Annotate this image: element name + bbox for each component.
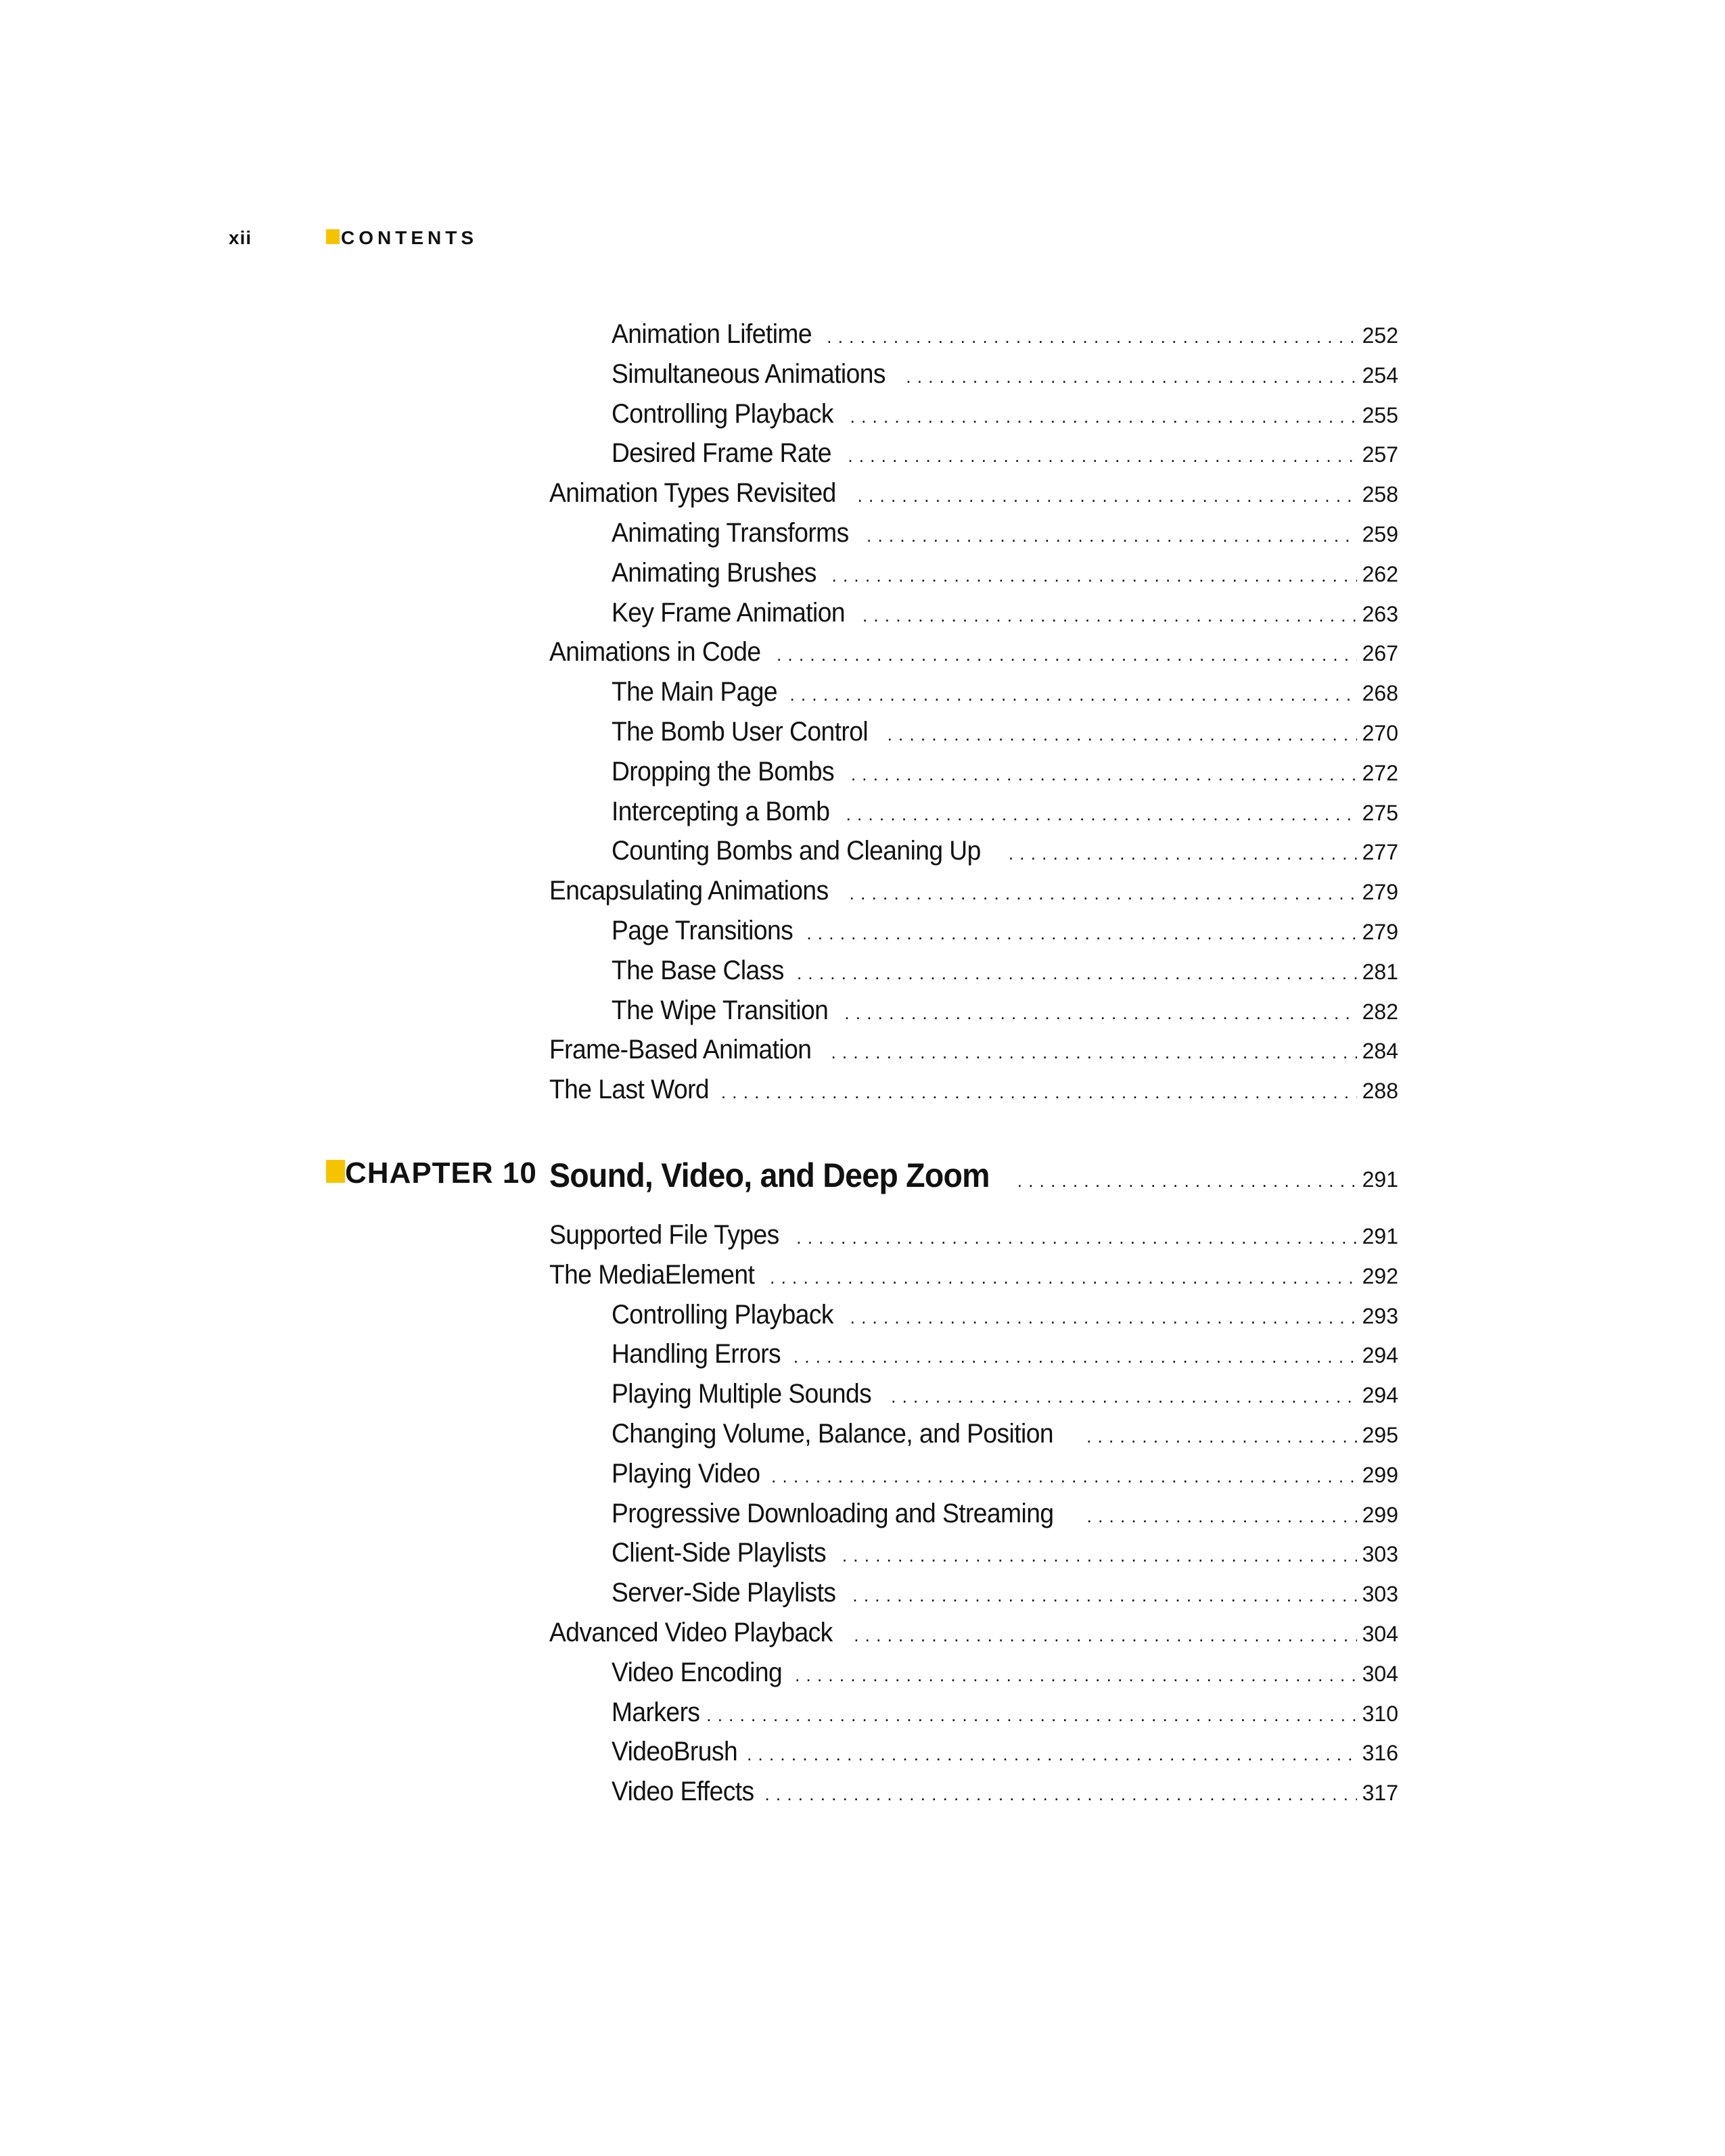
toc-entry-title: Playing Video [612,1458,760,1489]
toc-entry-page-number: 279 [1362,920,1398,944]
dot-leader [850,398,1357,436]
dot-leader [747,1735,1357,1773]
toc-entry[interactable] [549,633,1398,671]
toc-entry-page-number: 304 [1362,1622,1398,1646]
toc-entry[interactable] [612,315,1398,353]
toc-entry[interactable] [612,594,1398,632]
chapter-page-number: 291 [1362,1167,1398,1192]
toc-entry-title: Desired Frame Rate [612,438,831,469]
toc-entry-page-number: 304 [1362,1661,1398,1686]
toc-entry-title: The Base Class [612,955,784,985]
toc-entry[interactable] [612,753,1398,791]
toc-entry[interactable] [612,1296,1398,1334]
toc-entry[interactable] [612,991,1398,1029]
toc-entry-title: Page Transitions [612,916,794,945]
toc-entry-page-number: 272 [1362,760,1398,785]
toc-entry[interactable] [612,514,1398,552]
toc-entry-page-number: 288 [1362,1079,1398,1104]
toc-entry-page-number: 259 [1362,522,1398,546]
toc-entry-title: Video Encoding [612,1657,783,1687]
toc-entry-page-number: 282 [1362,999,1398,1024]
toc-entry-page-number: 262 [1362,561,1398,586]
toc-entry[interactable] [612,1534,1398,1572]
toc-entry-page-number: 267 [1362,641,1398,666]
toc-entry-page-number: 295 [1362,1423,1398,1447]
toc-entry[interactable] [612,832,1398,870]
toc-entry-page-number: 281 [1362,959,1398,984]
toc-entry-title: The Last Word [549,1075,710,1105]
toc-entry[interactable] [612,1455,1398,1493]
toc-entry-page-number: 310 [1362,1701,1398,1726]
dot-leader [848,437,1356,475]
toc-entry-title: Handling Errors [612,1339,781,1369]
toc-entry[interactable] [549,1216,1398,1254]
chapter-heading[interactable] [549,1154,1398,1197]
dot-leader [846,795,1357,833]
toc-entry-title: Animation Lifetime [612,319,812,349]
toc-entry-page-number: 303 [1362,1542,1398,1567]
toc-entry[interactable] [612,434,1398,472]
toc-entry-page-number: 277 [1362,840,1398,865]
dot-leader [891,1378,1356,1415]
dot-leader [867,517,1357,555]
toc-entry-title: Dropping the Bombs [612,756,835,787]
dot-leader [832,557,1357,594]
page-number: xii [229,227,252,248]
dot-leader [888,716,1357,753]
toc-entry-title: Animating Brushes [612,557,816,588]
dot-leader [1087,1497,1357,1535]
toc-entry-title: Counting Bombs and Cleaning Up [612,836,981,866]
toc-entry[interactable] [612,1375,1398,1413]
dot-leader [1086,1417,1356,1455]
toc-entry[interactable] [612,1733,1398,1771]
chapter-number: CHAPTER 10 [345,1156,537,1190]
running-head-label: CONTENTS [341,227,478,248]
toc-entry[interactable] [612,554,1398,592]
toc-entry-title: Animations in Code [549,637,761,667]
dot-leader [852,1576,1356,1614]
toc-entry-page-number: 284 [1362,1039,1398,1064]
toc-entry-title: The MediaElement [549,1259,755,1290]
toc-entry-page-number: 252 [1362,323,1398,348]
toc-entry-title: Advanced Video Playback [549,1618,833,1647]
toc-entry-page-number: 294 [1362,1343,1398,1368]
toc-entry[interactable] [612,673,1398,711]
dot-leader [842,1537,1357,1574]
toc-entry[interactable] [549,872,1398,910]
dot-leader [770,1259,1356,1296]
toc-entry-page-number: 255 [1362,402,1398,427]
toc-entry-page-number: 254 [1362,362,1398,388]
toc-entry-title: Playing Multiple Sounds [612,1379,872,1409]
toc-entry-page-number: 294 [1362,1383,1398,1408]
toc-entry[interactable] [549,1256,1398,1294]
toc-entry[interactable] [612,355,1398,393]
toc-entry-title: Animation Types Revisited [549,478,836,509]
dot-leader [771,1457,1357,1495]
toc-entry[interactable] [549,474,1398,512]
toc-entry-title: Frame-Based Animation [549,1035,812,1065]
dot-leader [796,1219,1356,1257]
toc-entry[interactable] [612,952,1398,989]
toc-entry[interactable] [612,1773,1398,1810]
dot-leader [789,676,1356,713]
accent-square-icon [326,1160,345,1183]
dot-leader [795,1656,1357,1694]
dot-leader [1009,835,1357,872]
toc-entry-page-number: 316 [1362,1741,1398,1766]
toc-entry-page-number: 258 [1362,482,1398,507]
dot-leader [850,1298,1357,1336]
toc-entry-title: Intercepting a Bomb [612,796,830,826]
toc-entry[interactable] [612,713,1398,751]
dot-leader [854,1616,1356,1654]
toc-entry[interactable] [612,793,1398,830]
toc-entry-title: VideoBrush [612,1737,738,1767]
toc-entry-page-number: 279 [1362,880,1398,905]
toc-entry[interactable] [612,395,1398,433]
toc-entry-title: Server-Side Playlists [612,1578,836,1608]
toc-entry-title: Controlling Playback [612,398,833,429]
dot-leader [806,914,1356,952]
dot-leader [851,755,1357,793]
toc-entry[interactable] [549,1614,1398,1651]
toc-entry-title: Animating Transforms [612,518,849,548]
dot-leader [721,1073,1357,1111]
dot-leader [858,477,1357,515]
toc-entry-title: Progressive Downloading and Streaming [612,1498,1054,1528]
toc-entry-title: Supported File Types [549,1220,779,1250]
toc-entry-title: Simultaneous Animations [612,358,886,389]
toc-entry-page-number: 291 [1362,1224,1398,1248]
toc-entry-page-number: 303 [1362,1582,1398,1607]
toc-entry-page-number: 257 [1362,442,1398,467]
toc-entry[interactable] [612,1654,1398,1691]
dot-leader [764,1775,1356,1813]
toc-entry-title: The Wipe Transition [612,995,829,1025]
toc-entry-page-number: 293 [1362,1303,1398,1328]
toc-entry-title: The Main Page [612,677,778,707]
toc-entry-page-number: 299 [1362,1462,1398,1487]
toc-entry-page-number: 317 [1362,1781,1398,1806]
toc-entry-title: Encapsulating Animations [549,876,829,906]
toc-entry[interactable] [549,1031,1398,1069]
toc-entry[interactable] [612,1495,1398,1532]
toc-entry-title: Changing Volume, Balance, and Position [612,1419,1054,1449]
toc-entry[interactable] [549,1071,1398,1108]
toc-entry-title: The Bomb User Control [612,717,869,747]
toc-entry-title: Markers [612,1697,700,1727]
toc-entry-title: Client-Side Playlists [612,1538,826,1568]
dot-leader [906,358,1356,396]
dot-leader [794,1338,1357,1376]
dot-leader [862,596,1357,634]
dot-leader [844,994,1356,1032]
toc-entry-page-number: 263 [1362,601,1398,626]
dot-leader [827,318,1356,356]
toc-entry[interactable] [612,1335,1398,1373]
dot-leader [777,636,1357,674]
toc-entry-title: Key Frame Animation [612,597,846,628]
toc-entry-title: Video Effects [612,1777,754,1807]
toc-entry[interactable] [612,1693,1398,1731]
toc-entry[interactable] [612,912,1398,950]
chapter-label [326,1156,537,1190]
dot-leader [850,874,1357,912]
dot-leader [1017,1159,1357,1202]
toc-entry-page-number: 268 [1362,681,1398,706]
chapter-title: Sound, Video, and Deep Zoom [549,1156,990,1194]
dot-leader [831,1033,1356,1071]
toc-entry-title: Controlling Playback [612,1299,833,1330]
toc-entry-page-number: 270 [1362,721,1398,745]
toc-entry-page-number: 292 [1362,1263,1398,1288]
toc-entry[interactable] [612,1415,1398,1453]
dot-leader [706,1696,1356,1734]
dot-leader [797,954,1357,992]
toc-entry[interactable] [612,1574,1398,1612]
toc-entry-page-number: 275 [1362,800,1398,825]
toc-entry-page-number: 299 [1362,1502,1398,1527]
